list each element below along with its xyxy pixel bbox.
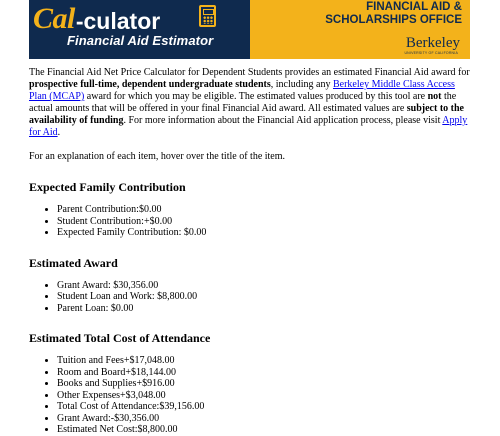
office-title	[325, 1, 462, 27]
award-item[interactable]: • Grant Award: $30,356.00	[57, 280, 471, 292]
office-title-line-1: FINANCIAL AID &	[366, 1, 462, 13]
calculator-keys	[203, 16, 213, 24]
cost-item[interactable]: • Total Cost of Attendance:$39,156.00	[57, 401, 471, 413]
logo-cal-text: Cal	[33, 2, 75, 35]
main-content	[29, 67, 471, 436]
cost-item[interactable]: • Estimated Net Cost:$8,800.00	[57, 424, 471, 436]
intro-bold-text: subject to the availability of funding	[29, 103, 464, 126]
intro-paragraph	[29, 67, 471, 139]
section-title-cost[interactable]: Estimated Total Cost of Attendance	[29, 331, 211, 345]
intro-bold-text: not	[427, 91, 442, 102]
apply-for-aid-link[interactable]: Apply for Aid	[29, 115, 468, 138]
office-title-line-2: SCHOLARSHIPS OFFICE	[325, 14, 462, 26]
intro-text: , including any	[270, 79, 333, 90]
office-box	[250, 0, 470, 59]
cost-item[interactable]: • Other Expenses+$3,048.00	[57, 390, 471, 402]
mcap-link[interactable]: Berkeley Middle Class Access Plan (MCAP)	[29, 79, 455, 102]
berkeley-logo: Berkeley	[405, 35, 460, 51]
intro-text: The Financial Aid Net Price Calculator for Dependent Students provides an estimated Financial Aid award for	[29, 67, 470, 78]
tagline: Financial Aid Estimator	[67, 33, 214, 48]
intro-text: the actual amounts that will be offered in your final Financial Aid award. All estimated values are	[29, 91, 457, 114]
cost-item[interactable]: • Grant Award:-$30,356.00	[57, 413, 471, 425]
efc-item[interactable]: • Parent Contribution:$0.00	[57, 204, 471, 216]
cost-list	[29, 355, 471, 436]
efc-item[interactable]: • Expected Family Contribution: $0.00	[57, 227, 471, 239]
hover-note: For an explanation of each item, hover over the title of the item.	[29, 151, 286, 162]
calculator-logo	[33, 0, 160, 34]
efc-list	[29, 204, 471, 239]
berkeley-logo-subtitle: UNIVERSITY OF CALIFORNIA	[404, 51, 458, 55]
award-item[interactable]: • Student Loan and Work: $8,800.00	[57, 291, 471, 303]
logo-culator-text: -culator	[75, 8, 161, 34]
intro-bold-text: prospective full-time, dependent undergraduate students	[29, 79, 271, 90]
intro-text: .	[57, 127, 61, 138]
header-banner	[29, 0, 470, 59]
cost-item[interactable]: • Room and Board+$18,144.00	[57, 367, 471, 379]
cost-item[interactable]: • Books and Supplies+$916.00	[57, 378, 471, 390]
award-list	[29, 280, 471, 315]
intro-text: award for which you may be eligible. The estimated values produced by this tool are	[84, 91, 428, 102]
efc-item[interactable]: • Student Contribution:+$0.00	[57, 216, 471, 228]
cost-item[interactable]: • Tuition and Fees+$17,048.00	[57, 355, 471, 367]
award-item[interactable]: • Parent Loan: $0.00	[57, 303, 471, 315]
calculator-screen	[203, 9, 214, 15]
section-title-efc[interactable]: Expected Family Contribution	[29, 180, 186, 194]
calculator-icon	[199, 5, 216, 27]
intro-text: . For more information about the Financial Aid application process, please visit	[123, 115, 443, 126]
section-title-award[interactable]: Estimated Award	[29, 255, 118, 270]
